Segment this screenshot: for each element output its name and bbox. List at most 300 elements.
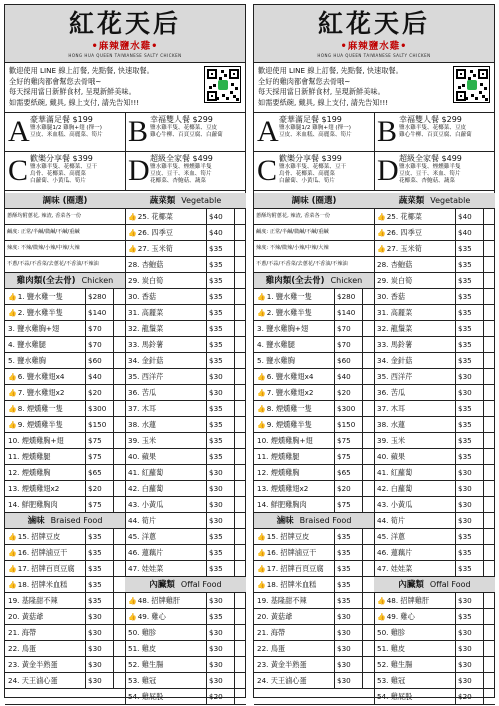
menu-item-row[interactable]	[5, 385, 125, 401]
menu-item-price: $35	[206, 289, 234, 304]
braised-header-english: Braised Food	[50, 516, 103, 525]
menu-item-name	[125, 241, 206, 256]
menu-item-price: $30	[334, 641, 362, 656]
order-checkbox[interactable]	[234, 257, 246, 272]
menu-item-name	[374, 385, 455, 400]
menu-item-row[interactable]	[125, 449, 246, 465]
menu-item-row[interactable]	[374, 689, 495, 705]
menu-item-row[interactable]	[125, 625, 246, 641]
thumbs-up-icon: 👍	[257, 405, 266, 413]
menu-item-row[interactable]	[5, 545, 125, 561]
menu-item-row[interactable]	[374, 513, 495, 529]
qr-module	[235, 87, 238, 90]
menu-item-row[interactable]	[254, 497, 374, 513]
order-checkbox[interactable]	[113, 545, 125, 560]
order-checkbox[interactable]	[362, 433, 374, 448]
thumbs-up-icon: 👍	[257, 421, 266, 429]
menu-item-label: 39. 玉米	[128, 436, 157, 445]
menu-item-row[interactable]	[374, 337, 495, 353]
order-checkbox[interactable]	[483, 657, 495, 672]
menu-item-row[interactable]	[125, 561, 246, 577]
order-checkbox[interactable]	[483, 353, 495, 368]
menu-item-row[interactable]	[254, 433, 374, 449]
menu-item-row[interactable]	[125, 225, 246, 241]
brand-english-name: HONG HUA QUEEN TAIWANESE SALTY CHICKEN	[68, 53, 182, 58]
order-checkbox[interactable]	[113, 417, 125, 432]
menu-item-row[interactable]	[374, 673, 495, 689]
menu-item-row[interactable]	[5, 609, 125, 625]
order-checkbox[interactable]	[113, 433, 125, 448]
menu-item-row[interactable]	[374, 225, 495, 241]
menu-item-row[interactable]	[125, 433, 246, 449]
menu-item-row[interactable]	[374, 529, 495, 545]
menu-item-row[interactable]	[125, 609, 246, 625]
menu-item-row[interactable]	[254, 641, 374, 657]
order-checkbox[interactable]	[483, 481, 495, 496]
menu-item-row[interactable]	[5, 577, 125, 593]
menu-item-row[interactable]	[125, 529, 246, 545]
menu-item-name	[254, 337, 334, 352]
order-checkbox[interactable]	[483, 321, 495, 336]
set-meal-b[interactable]	[374, 113, 495, 152]
order-checkbox[interactable]	[113, 561, 125, 576]
menu-item-row[interactable]	[5, 417, 125, 433]
menu-item-row[interactable]	[374, 609, 495, 625]
menu-item-name	[254, 625, 334, 640]
menu-item-row[interactable]	[254, 657, 374, 673]
order-checkbox[interactable]	[234, 625, 246, 640]
order-checkbox[interactable]	[483, 305, 495, 320]
menu-item-label: 38. 水蓮	[377, 420, 406, 429]
order-checkbox[interactable]	[113, 481, 125, 496]
order-checkbox[interactable]	[483, 561, 495, 576]
menu-item-row[interactable]	[254, 353, 374, 369]
line-app-icon	[218, 80, 228, 90]
order-checkbox[interactable]	[362, 321, 374, 336]
order-checkbox[interactable]	[483, 497, 495, 512]
menu-item-row[interactable]	[374, 545, 495, 561]
menu-item-row[interactable]	[374, 305, 495, 321]
order-checkbox[interactable]	[113, 289, 125, 304]
menu-item-row[interactable]	[374, 273, 495, 289]
order-checkbox[interactable]	[362, 593, 374, 608]
order-checkbox[interactable]	[113, 609, 125, 624]
order-checkbox[interactable]	[483, 241, 495, 256]
order-checkbox[interactable]	[362, 417, 374, 432]
thumbs-up-icon: 👍	[377, 245, 386, 253]
menu-item-row[interactable]	[374, 625, 495, 641]
menu-item-row[interactable]	[5, 449, 125, 465]
menu-item-row[interactable]	[125, 497, 246, 513]
order-checkbox[interactable]	[234, 689, 246, 704]
menu-item-label: 49. 雞心	[386, 612, 415, 621]
menu-item-row[interactable]	[374, 321, 495, 337]
menu-item-row[interactable]	[125, 401, 246, 417]
set-description: 烏骨、花椰菜、高麗菜	[279, 171, 335, 177]
menu-item-price: $140	[334, 305, 362, 320]
seasoning-option: 辣度: 不辣/微辣/小辣/中辣/大辣	[5, 241, 125, 257]
order-checkbox[interactable]	[362, 481, 374, 496]
menu-item-row[interactable]	[5, 465, 125, 481]
order-checkbox[interactable]	[362, 401, 374, 416]
order-checkbox[interactable]	[483, 529, 495, 544]
menu-item-label: 52. 雞生腸	[128, 660, 164, 669]
menu-item-row[interactable]	[374, 257, 495, 273]
set-description: 烏骨、花椰菜、高麗菜	[30, 171, 86, 177]
menu-item-row[interactable]	[125, 337, 246, 353]
order-checkbox[interactable]	[234, 225, 246, 240]
order-checkbox[interactable]	[113, 641, 125, 656]
order-checkbox[interactable]	[234, 465, 246, 480]
menu-item-row[interactable]	[125, 257, 246, 273]
menu-item-label: 24. 天王滷心蛋	[257, 676, 307, 685]
menu-item-row[interactable]	[254, 673, 374, 689]
menu-item-name	[374, 257, 455, 272]
menu-item-row[interactable]	[254, 321, 374, 337]
order-checkbox[interactable]	[483, 369, 495, 384]
menu-item-row[interactable]	[254, 545, 374, 561]
menu-item-row[interactable]	[5, 529, 125, 545]
order-checkbox[interactable]	[483, 417, 495, 432]
menu-item-row[interactable]	[374, 465, 495, 481]
order-checkbox[interactable]	[483, 465, 495, 480]
order-checkbox[interactable]	[483, 545, 495, 560]
order-checkbox[interactable]	[113, 673, 125, 688]
order-checkbox[interactable]	[113, 369, 125, 384]
order-checkbox[interactable]	[362, 625, 374, 640]
menu-item-row[interactable]	[125, 465, 246, 481]
qr-module	[231, 83, 234, 86]
order-checkbox[interactable]	[113, 625, 125, 640]
order-checkbox[interactable]	[113, 305, 125, 320]
menu-item-row[interactable]	[125, 673, 246, 689]
menu-item-row[interactable]	[374, 433, 495, 449]
menu-item-row[interactable]	[5, 321, 125, 337]
order-checkbox[interactable]	[234, 401, 246, 416]
order-checkbox[interactable]	[362, 657, 374, 672]
order-checkbox[interactable]	[234, 369, 246, 384]
order-checkbox[interactable]	[234, 561, 246, 576]
menu-item-row[interactable]	[374, 449, 495, 465]
menu-item-price: $60	[85, 353, 113, 368]
menu-item-label: 24. 天王滷心蛋	[8, 676, 58, 685]
order-checkbox[interactable]	[483, 225, 495, 240]
order-checkbox[interactable]	[113, 337, 125, 352]
order-checkbox[interactable]	[362, 641, 374, 656]
menu-item-row[interactable]	[5, 289, 125, 305]
menu-item-row[interactable]	[125, 513, 246, 529]
seasoning-option: 辣度: 不辣/微辣/小辣/中辣/大辣	[254, 241, 374, 257]
menu-item-row[interactable]	[254, 577, 374, 593]
menu-item-row[interactable]	[5, 369, 125, 385]
menu-item-price: $35	[85, 593, 113, 608]
menu-item-name	[125, 321, 206, 336]
order-checkbox[interactable]	[234, 433, 246, 448]
menu-item-name	[125, 369, 206, 384]
order-checkbox[interactable]	[483, 625, 495, 640]
menu-item-row[interactable]	[125, 481, 246, 497]
menu-item-label: 7. 鹽水雞翅x2	[266, 388, 314, 397]
menu-item-row[interactable]	[5, 593, 125, 609]
thumbs-up-icon: 👍	[257, 533, 266, 541]
thumbs-up-icon: 👍	[8, 565, 17, 573]
order-checkbox[interactable]	[113, 321, 125, 336]
order-checkbox[interactable]	[483, 609, 495, 624]
order-checkbox[interactable]	[234, 609, 246, 624]
menu-item-label: 13. 煙燻雞翅x2	[8, 484, 60, 493]
menu-item-row[interactable]	[374, 353, 495, 369]
menu-item-row[interactable]	[5, 305, 125, 321]
menu-item-row[interactable]	[125, 545, 246, 561]
menu-item-row[interactable]	[5, 657, 125, 673]
order-checkbox[interactable]	[113, 529, 125, 544]
order-checkbox[interactable]	[362, 529, 374, 544]
menu-item-row[interactable]	[374, 209, 495, 225]
menu-item-label: 6. 鹽水雞翅x4	[17, 372, 65, 381]
menu-column-right	[374, 193, 495, 705]
thumbs-up-icon: 👍	[257, 389, 266, 397]
order-checkbox[interactable]	[234, 545, 246, 560]
menu-item-name	[254, 609, 334, 624]
menu-item-row[interactable]	[254, 561, 374, 577]
menu-item-row[interactable]	[5, 481, 125, 497]
order-checkbox[interactable]	[234, 641, 246, 656]
menu-item-name	[5, 433, 85, 448]
menu-item-row[interactable]	[254, 625, 374, 641]
seasoning-option: 不蔥/不蒜/不香菜/去蔥花/不香油/不辣油	[254, 257, 374, 273]
order-checkbox[interactable]	[362, 369, 374, 384]
menu-item-price: $35	[206, 545, 234, 560]
menu-item-row[interactable]	[254, 465, 374, 481]
set-meal-c[interactable]	[254, 152, 375, 191]
menu-item-row[interactable]	[125, 289, 246, 305]
order-checkbox[interactable]	[234, 289, 246, 304]
order-checkbox[interactable]	[483, 689, 495, 704]
order-checkbox[interactable]	[483, 641, 495, 656]
order-checkbox[interactable]	[483, 593, 495, 608]
order-checkbox[interactable]	[113, 577, 125, 592]
menu-item-row[interactable]	[374, 369, 495, 385]
order-checkbox[interactable]	[362, 289, 374, 304]
menu-item-row[interactable]	[254, 385, 374, 401]
menu-item-price: $35	[206, 321, 234, 336]
menu-item-row[interactable]	[374, 657, 495, 673]
menu-item-label: 11. 煙燻雞腿	[8, 452, 51, 461]
order-checkbox[interactable]	[483, 337, 495, 352]
set-meal-b[interactable]	[125, 113, 246, 152]
order-checkbox[interactable]	[234, 673, 246, 688]
order-checkbox[interactable]	[113, 401, 125, 416]
set-title: 豪華滿足餐 $199	[30, 115, 93, 124]
thumbs-up-icon: 👍	[128, 245, 137, 253]
menu-item-price: $30	[206, 513, 234, 528]
menu-item-row[interactable]	[5, 401, 125, 417]
order-checkbox[interactable]	[483, 449, 495, 464]
qr-module	[222, 94, 225, 97]
line-qr-code	[453, 66, 490, 103]
order-checkbox[interactable]	[483, 385, 495, 400]
order-checkbox[interactable]	[483, 401, 495, 416]
order-checkbox[interactable]	[362, 449, 374, 464]
menu-item-row[interactable]	[5, 641, 125, 657]
order-checkbox[interactable]	[483, 289, 495, 304]
order-checkbox[interactable]	[234, 513, 246, 528]
menu-item-label: 43. 小黃瓜	[128, 500, 164, 509]
menu-item-label: 4. 鹽水雞腿	[8, 340, 46, 349]
menu-item-row[interactable]	[5, 433, 125, 449]
thumbs-up-icon: 👍	[8, 581, 17, 589]
menu-item-row[interactable]	[254, 401, 374, 417]
menu-item-row[interactable]	[254, 305, 374, 321]
menu-item-price: $65	[85, 465, 113, 480]
order-checkbox[interactable]	[362, 353, 374, 368]
menu-item-price: $35	[85, 529, 113, 544]
menu-item-row[interactable]	[254, 417, 374, 433]
menu-item-row[interactable]	[125, 385, 246, 401]
menu-item-row[interactable]	[254, 337, 374, 353]
order-checkbox[interactable]	[113, 353, 125, 368]
menu-item-row[interactable]	[125, 641, 246, 657]
order-checkbox[interactable]	[483, 433, 495, 448]
menu-item-row[interactable]	[5, 337, 125, 353]
menu-item-row[interactable]	[125, 593, 246, 609]
menu-item-label: 6. 鹽水雞翅x4	[266, 372, 314, 381]
menu-item-row[interactable]	[374, 593, 495, 609]
order-checkbox[interactable]	[234, 417, 246, 432]
order-checkbox[interactable]	[234, 657, 246, 672]
order-checkbox[interactable]	[483, 273, 495, 288]
order-checkbox[interactable]	[362, 497, 374, 512]
order-checkbox[interactable]	[234, 497, 246, 512]
menu-item-label: 12. 煙燻雞胸	[257, 468, 300, 477]
menu-item-price: $75	[334, 433, 362, 448]
order-checkbox[interactable]	[234, 209, 246, 224]
menu-item-row[interactable]	[374, 481, 495, 497]
menu-item-row[interactable]	[374, 561, 495, 577]
set-meal-a[interactable]	[5, 113, 126, 152]
order-checkbox[interactable]	[362, 337, 374, 352]
set-description: 鹽水雞半隻、花椰菜、豆干	[279, 164, 347, 170]
menu-item-row[interactable]	[374, 497, 495, 513]
menu-item-row[interactable]	[374, 641, 495, 657]
menu-item-row[interactable]	[254, 449, 374, 465]
order-checkbox[interactable]	[234, 305, 246, 320]
order-checkbox[interactable]	[483, 209, 495, 224]
menu-item-label: 30. 香菇	[377, 292, 406, 301]
thumbs-up-icon: 👍	[257, 293, 266, 301]
order-checkbox[interactable]	[362, 561, 374, 576]
menu-item-row[interactable]	[254, 609, 374, 625]
set-title: 幸福雙人餐 $299	[150, 115, 213, 124]
order-checkbox[interactable]	[362, 545, 374, 560]
menu-sheet-right	[253, 4, 495, 701]
menu-item-row[interactable]	[254, 481, 374, 497]
order-checkbox[interactable]	[362, 673, 374, 688]
set-meal-c[interactable]	[5, 152, 126, 191]
order-checkbox[interactable]	[234, 385, 246, 400]
order-checkbox[interactable]	[113, 385, 125, 400]
order-checkbox[interactable]	[234, 337, 246, 352]
set-meal-a[interactable]	[254, 113, 375, 152]
menu-item-row[interactable]	[125, 369, 246, 385]
order-checkbox[interactable]	[234, 593, 246, 608]
order-checkbox[interactable]	[234, 481, 246, 496]
menu-item-row[interactable]	[254, 593, 374, 609]
menu-item-row[interactable]	[125, 417, 246, 433]
order-checkbox[interactable]	[234, 353, 246, 368]
menu-item-row[interactable]	[5, 625, 125, 641]
qr-module	[465, 97, 468, 100]
menu-item-price: $35	[334, 561, 362, 576]
qr-module	[213, 84, 216, 87]
order-checkbox[interactable]	[234, 321, 246, 336]
menu-item-label: 31. 高麗菜	[377, 308, 413, 317]
menu-item-label: 26. 四季豆	[137, 228, 173, 237]
menu-item-row[interactable]	[125, 657, 246, 673]
menu-item-row[interactable]	[125, 353, 246, 369]
menu-item-price: $35	[455, 305, 483, 320]
thumbs-up-icon: 👍	[128, 213, 137, 221]
order-checkbox[interactable]	[113, 465, 125, 480]
menu-item-row[interactable]	[374, 289, 495, 305]
order-checkbox[interactable]	[234, 449, 246, 464]
order-checkbox[interactable]	[234, 273, 246, 288]
menu-item-row[interactable]	[374, 385, 495, 401]
order-checkbox[interactable]	[234, 241, 246, 256]
menu-item-row[interactable]	[125, 305, 246, 321]
order-checkbox[interactable]	[362, 385, 374, 400]
order-checkbox[interactable]	[362, 465, 374, 480]
order-checkbox[interactable]	[483, 673, 495, 688]
set-description: 豆皮、米血糕、高麗菜、筍片	[279, 132, 352, 138]
menu-item-row[interactable]	[125, 241, 246, 257]
menu-item-row[interactable]	[125, 689, 246, 705]
menu-item-name	[254, 657, 334, 672]
chicken-header	[254, 273, 374, 289]
order-checkbox[interactable]	[234, 529, 246, 544]
menu-item-price: $35	[334, 593, 362, 608]
order-checkbox[interactable]	[362, 577, 374, 592]
menu-item-row[interactable]	[5, 561, 125, 577]
menu-item-row[interactable]	[374, 417, 495, 433]
menu-item-name	[254, 401, 334, 416]
menu-item-row[interactable]	[374, 241, 495, 257]
order-checkbox[interactable]	[113, 449, 125, 464]
menu-item-price: $35	[455, 321, 483, 336]
menu-item-row[interactable]	[254, 289, 374, 305]
order-checkbox[interactable]	[362, 609, 374, 624]
set-meal-d[interactable]	[125, 152, 246, 191]
order-checkbox[interactable]	[483, 513, 495, 528]
order-checkbox[interactable]	[113, 593, 125, 608]
menu-item-row[interactable]	[5, 497, 125, 513]
order-checkbox[interactable]	[113, 497, 125, 512]
set-meal-d[interactable]	[374, 152, 495, 191]
menu-item-price: $20	[455, 689, 483, 704]
order-checkbox[interactable]	[483, 257, 495, 272]
order-checkbox[interactable]	[362, 305, 374, 320]
menu-item-row[interactable]	[125, 209, 246, 225]
menu-item-price: $30	[455, 625, 483, 640]
menu-item-row[interactable]	[5, 353, 125, 369]
menu-item-row[interactable]	[125, 273, 246, 289]
menu-item-row[interactable]	[374, 401, 495, 417]
menu-item-row[interactable]	[125, 321, 246, 337]
order-checkbox[interactable]	[113, 657, 125, 672]
menu-item-row[interactable]	[254, 369, 374, 385]
menu-item-row[interactable]	[5, 673, 125, 689]
menu-item-row[interactable]	[254, 529, 374, 545]
